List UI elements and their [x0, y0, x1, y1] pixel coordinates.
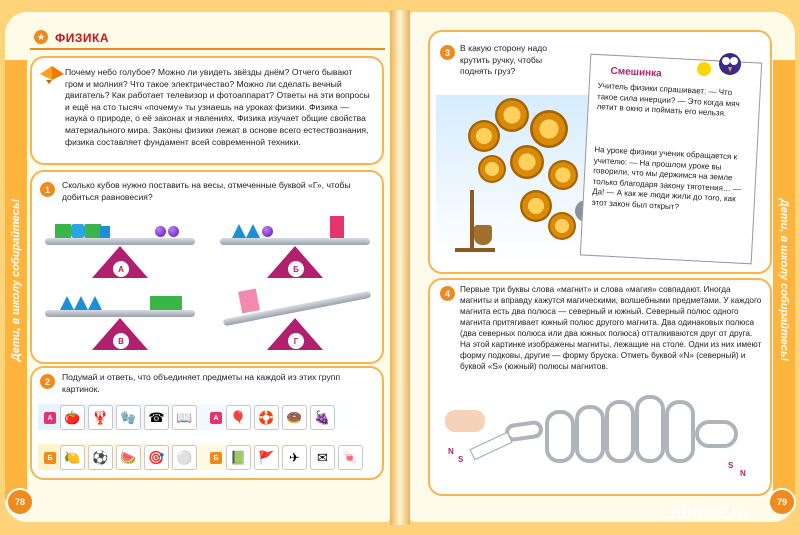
section-marker-icon: ★: [34, 30, 48, 44]
book-gutter: [390, 10, 410, 525]
tile-flag: 🚩: [254, 445, 279, 470]
joke-note: [580, 54, 762, 265]
hand-icon: [445, 410, 485, 432]
scale-label-a: А: [112, 260, 130, 278]
magnet-letter: N: [448, 447, 454, 456]
question-3-number: 3: [440, 45, 455, 60]
joke-text-2: На уроке физики ученик обращается к учителю: — На прошлом уроке вы говорили, что мы держимся на земле только благодаря закону тяготения… — Да! — А как же люди жили до того, как этот закон был открыт?: [591, 144, 742, 211]
question-2-text: Подумай и ответь, что объединяет предметы на каждой из этих групп картинок.: [62, 372, 341, 394]
intro-text: Почему небо голубое? Можно ли увидеть звёзды днём? Отчего бывают гром и молния? Что такое электричество? Можно ли сделать вечный двигатель? Как работает телевизор и фотоаппарат? Ответы на эти вопросы и ещё на сто тысяч «почему» ты узнаешь на уроках физики. Физика — наука о природе, о её законах и явлениях. Физика изучает общие свойства материального мира. Законы физики лежат в основе всего естествознания, физика составляет фундамент всей современной техники.: [65, 67, 370, 147]
tile-candy: 🍬: [338, 445, 363, 470]
tile-envelope: ✉: [310, 445, 335, 470]
page-title: ФИЗИКА: [55, 31, 109, 45]
question-1-text: Сколько кубов нужно поставить на весы, отмеченные буквой «Г», чтобы добиться равновесия?: [62, 180, 351, 202]
side-strip-text: Дети, в школу собирайтесь!: [10, 198, 22, 362]
row-label-b-right: Б: [210, 452, 222, 464]
tile-phone: ☎: [144, 405, 169, 430]
question-1-number: 1: [40, 182, 55, 197]
joke-text-1: Учитель физики спрашивает: — Что такое сила инерции? — Это когда мяч летит в окно и поймать его нельзя.: [596, 81, 740, 118]
scale-label-v: В: [112, 332, 130, 350]
question-3-text: В какую сторону надо крутить ручку, чтобы поднять груз?: [460, 43, 548, 77]
page-number-right: 79: [768, 488, 796, 516]
side-strip-text: Дети, в школу собирайтесь!: [778, 198, 790, 362]
magnet-letter: S: [458, 455, 464, 464]
origami-bird-icon: [40, 66, 64, 84]
right-side-strip: [773, 60, 795, 500]
tile-mitten: 🧤: [116, 405, 141, 430]
tile-donut: 🍩: [282, 405, 307, 430]
tile-plane: ✈: [282, 445, 307, 470]
scale-label-b: Б: [287, 260, 305, 278]
row-label-a: А: [44, 412, 56, 424]
magnet-letter: S: [728, 461, 734, 470]
magnet-letter: N: [740, 469, 746, 478]
watermark: Labirint.ru: [660, 502, 749, 522]
question-2-number: 2: [40, 374, 55, 389]
tile-ball: ⚽: [88, 445, 113, 470]
tile-book: 📖: [172, 405, 197, 430]
question-4-number: 4: [440, 286, 455, 301]
tile-lifebuoy: 🛟: [254, 405, 279, 430]
smiley-icon: [697, 62, 711, 76]
tile-watermelon: 🍉: [116, 445, 141, 470]
joke-title: Смешинка: [610, 65, 663, 80]
question-4-text: Первые три буквы слова «магнит» и слова «магия» совпадают. Иногда магниты и вправду кажутся магическими, волшебными предметами. У каждого магнита есть два полюса — северный и южный. Северный полюс одного магнита притягивает южный полюс другого магнита. Два одинаковых полюса (два северных полюса или два южных полюса) отталкиваются друг от друга. На этой картинке изображены магниты, лежащие на столе. Одни из них имеют форму подковы, другие — форму бруска. Отметь буквой «N» (северный) и буквой «S» (южный) полюсы магнитов.: [460, 285, 762, 371]
tile-target: 🎯: [144, 445, 169, 470]
tile-tomato: 🍅: [60, 405, 85, 430]
header-divider: [30, 48, 385, 50]
row-label-a-right: А: [210, 412, 222, 424]
tile-notebook: 📗: [226, 445, 251, 470]
tile-grapes: 🍇: [310, 405, 335, 430]
tile-lemon: 🍋: [60, 445, 85, 470]
bird-icon: [715, 48, 745, 78]
row-label-b: Б: [44, 452, 56, 464]
tile-lobster: 🦞: [88, 405, 113, 430]
tile-plate: ⚪: [172, 445, 197, 470]
scale-label-g: Г: [287, 332, 305, 350]
left-side-strip: [5, 60, 27, 500]
page-number-left: 78: [6, 488, 34, 516]
tile-balloon: 🎈: [226, 405, 251, 430]
